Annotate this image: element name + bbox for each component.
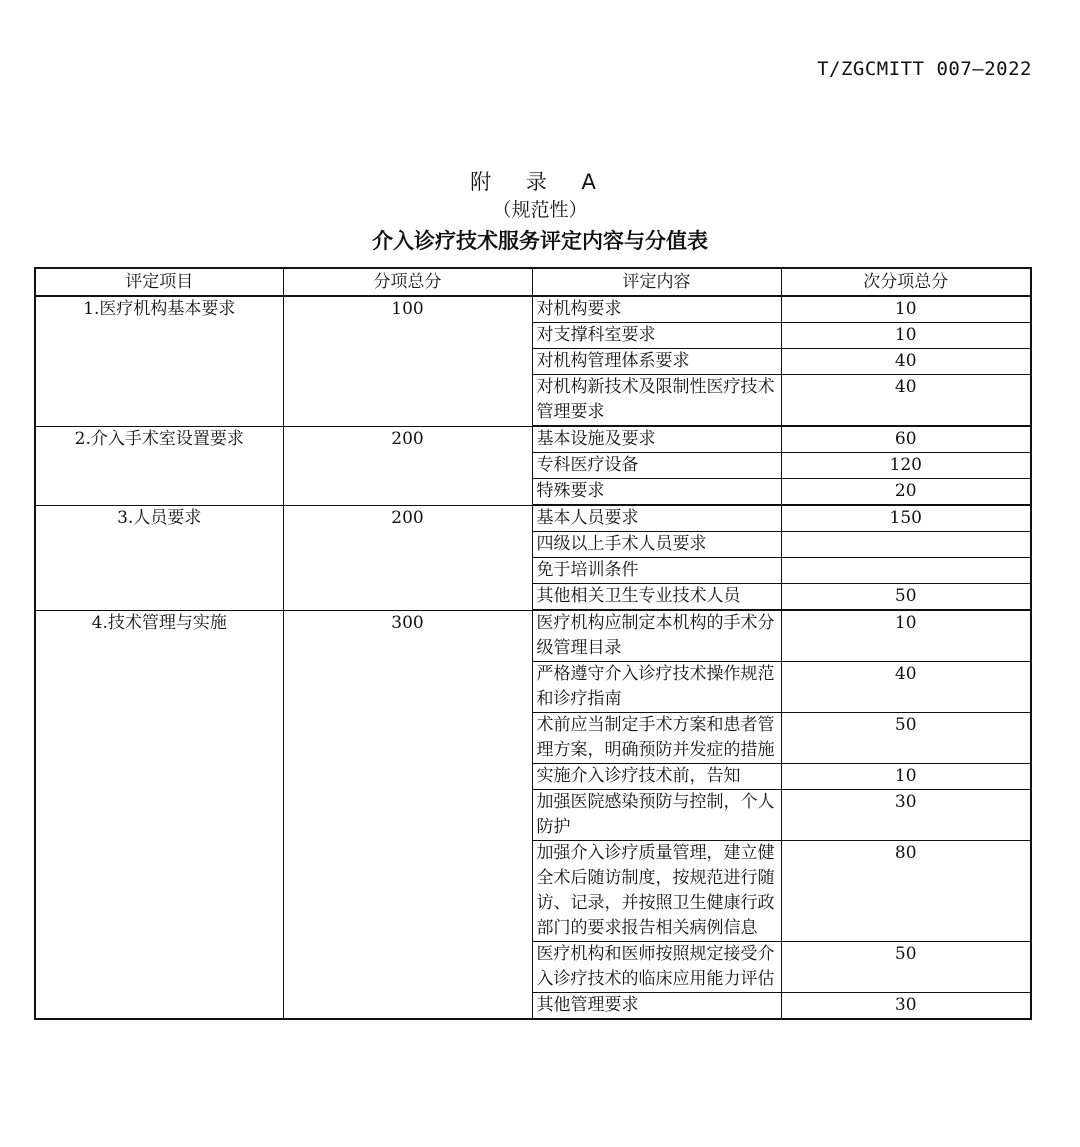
- table-row: [35, 296, 1031, 323]
- sub-score: 10: [781, 323, 1031, 349]
- sub-score: [781, 558, 1031, 584]
- table-row: [35, 426, 1031, 453]
- evaluation-item: 1.医疗机构基本要求: [35, 296, 283, 426]
- evaluation-content: 对机构管理体系要求: [532, 349, 781, 375]
- evaluation-content: 实施介入诊疗技术前，告知: [532, 764, 781, 790]
- evaluation-content: 术前应当制定手术方案和患者管理方案，明确预防并发症的措施: [532, 713, 781, 764]
- sub-score: 50: [781, 713, 1031, 764]
- evaluation-content: 医疗机构和医师按照规定接受介入诊疗技术的临床应用能力评估: [532, 942, 781, 993]
- column-header-item: 评定项目: [35, 268, 283, 296]
- sub-score: 10: [781, 296, 1031, 323]
- item-total-score: 200: [283, 426, 532, 505]
- sub-score: 30: [781, 993, 1031, 1020]
- sub-score: 150: [781, 505, 1031, 532]
- sub-score: 20: [781, 479, 1031, 506]
- table-title: 介入诊疗技术服务评定内容与分值表: [372, 229, 708, 253]
- sub-score: 40: [781, 375, 1031, 427]
- item-total-score: 300: [283, 610, 532, 1019]
- column-header-total: 分项总分: [283, 268, 532, 296]
- evaluation-content: 对支撑科室要求: [532, 323, 781, 349]
- column-header-content: 评定内容: [532, 268, 781, 296]
- evaluation-content: 四级以上手术人员要求: [532, 532, 781, 558]
- sub-score: 40: [781, 349, 1031, 375]
- item-total-score: 100: [283, 296, 532, 426]
- scoring-table: [34, 267, 1032, 1020]
- evaluation-content: 专科医疗设备: [532, 453, 781, 479]
- sub-score: 10: [781, 764, 1031, 790]
- sub-score: 60: [781, 426, 1031, 453]
- evaluation-item: 3.人员要求: [35, 505, 283, 610]
- evaluation-content: 免于培训条件: [532, 558, 781, 584]
- evaluation-content: 特殊要求: [532, 479, 781, 506]
- table-header-row: [35, 268, 1031, 296]
- appendix-title: 附 录 A: [470, 170, 610, 194]
- sub-score: 50: [781, 942, 1031, 993]
- appendix-nature: （规范性）: [492, 199, 588, 221]
- evaluation-item: 4.技术管理与实施: [35, 610, 283, 1019]
- item-total-score: 200: [283, 505, 532, 610]
- title-block: [0, 168, 1080, 258]
- evaluation-content: 其他相关卫生专业技术人员: [532, 584, 781, 611]
- sub-score: 80: [781, 841, 1031, 942]
- sub-score: 120: [781, 453, 1031, 479]
- evaluation-content: 加强医院感染预防与控制，个人防护: [532, 790, 781, 841]
- evaluation-content: 严格遵守介入诊疗技术操作规范和诊疗指南: [532, 662, 781, 713]
- sub-score: 30: [781, 790, 1031, 841]
- evaluation-content: 加强介入诊疗质量管理，建立健全术后随访制度，按规范进行随访、记录，并按照卫生健康行政部门的要求报告相关病例信息: [532, 841, 781, 942]
- evaluation-content: 医疗机构应制定本机构的手术分级管理目录: [532, 610, 781, 662]
- evaluation-content: 其他管理要求: [532, 993, 781, 1020]
- evaluation-content: 对机构新技术及限制性医疗技术管理要求: [532, 375, 781, 427]
- evaluation-content: 基本设施及要求: [532, 426, 781, 453]
- table-row: [35, 505, 1031, 532]
- sub-score: [781, 532, 1031, 558]
- evaluation-content: 对机构要求: [532, 296, 781, 323]
- evaluation-item: 2.介入手术室设置要求: [35, 426, 283, 505]
- standard-code: T/ZGCMITT 007—2022: [817, 58, 1032, 80]
- sub-score: 50: [781, 584, 1031, 611]
- evaluation-content: 基本人员要求: [532, 505, 781, 532]
- column-header-subtotal: 次分项总分: [781, 268, 1031, 296]
- sub-score: 10: [781, 610, 1031, 662]
- table-row: [35, 610, 1031, 662]
- sub-score: 40: [781, 662, 1031, 713]
